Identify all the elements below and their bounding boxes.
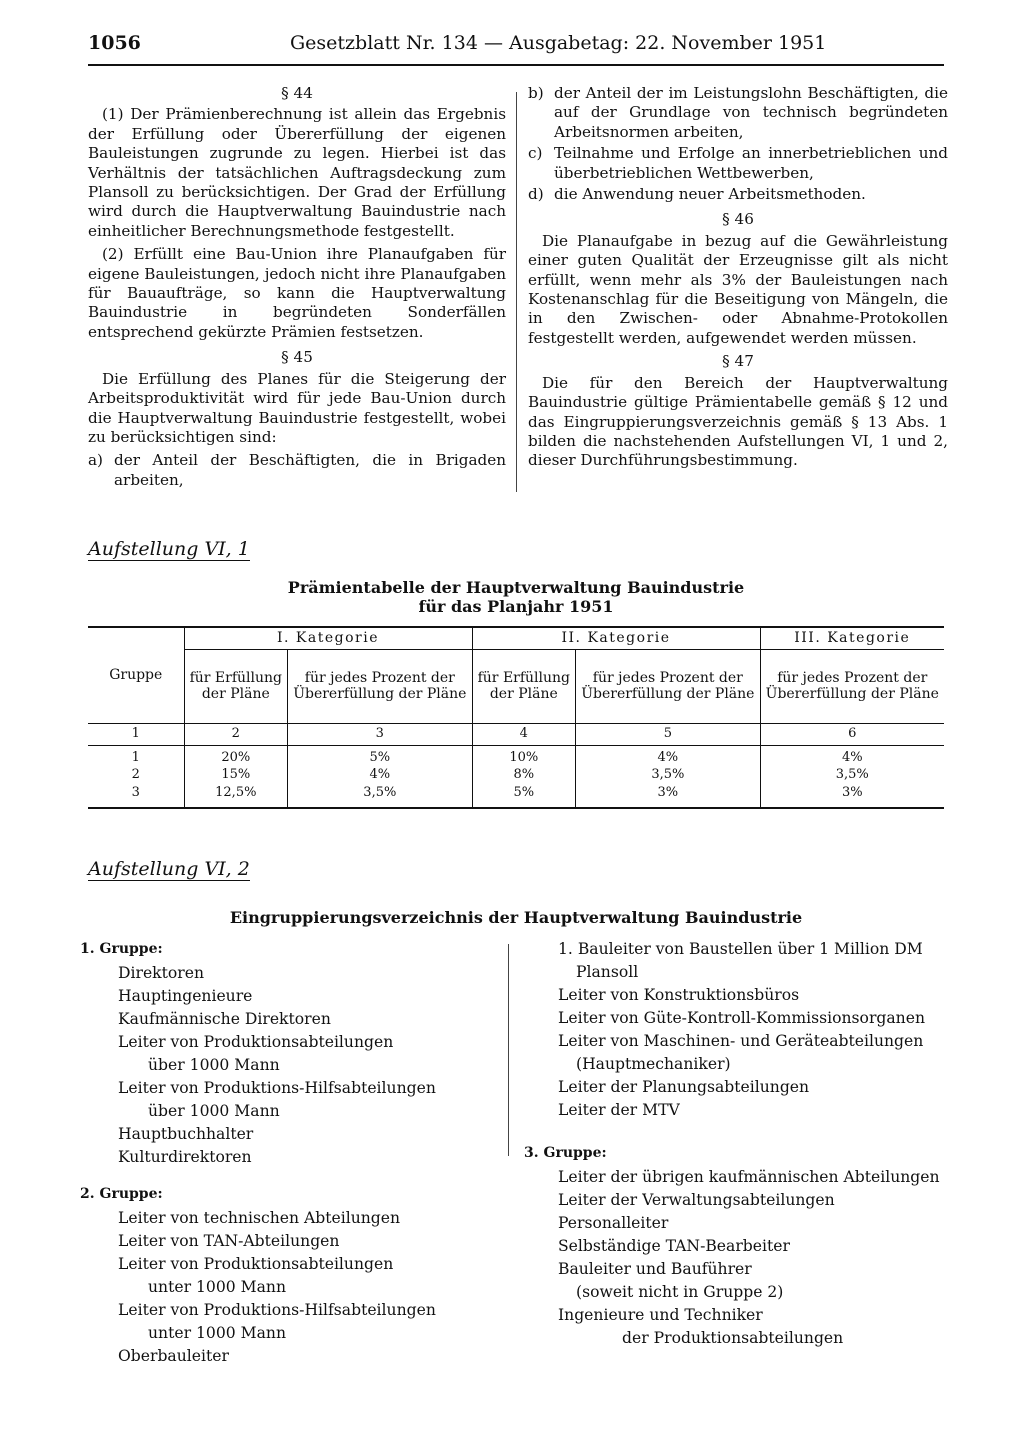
running-head: Gesetzblatt Nr. 134 — Ausgabetag: 22. November 1951	[290, 32, 827, 54]
list-item-continuation: (soweit nicht in Gruppe 2)	[576, 1283, 784, 1301]
header-kategorie-3: III. Kategorie	[760, 627, 944, 649]
table-cell: 4%	[288, 766, 472, 785]
header-kategorie-2: II. Kategorie	[472, 627, 760, 649]
column-divider	[516, 92, 517, 492]
eingruppierung-title: Eingruppierungsverzeichnis der Hauptverwaltung Bauindustrie	[229, 908, 803, 927]
list-item-line: Leiter von Maschinen- und Geräteabteilungen	[558, 1032, 924, 1050]
table-cell: 2	[131, 767, 140, 782]
table-cell: 3,5%	[760, 766, 944, 785]
list-item: Leiter der Planungsabteilungen	[558, 1078, 810, 1096]
section-46-heading: § 46	[722, 210, 754, 229]
list-item-c-text: Teilnahme und Erfolge an innerbetrieblichen und überbetrieblichen Wettbewerben,	[554, 144, 948, 182]
header-k1-prozent: für jedes Prozent der Übererfüllung der Pläne	[288, 649, 472, 723]
table-row	[88, 785, 944, 808]
list-item	[524, 1030, 944, 1076]
list-item-continuation: über 1000 Mann	[148, 1102, 280, 1120]
column-number: 2	[184, 723, 288, 745]
list-item-continuation: unter 1000 Mann	[148, 1324, 286, 1342]
header-k3-prozent: für jedes Prozent der Übererfüllung der Pläne	[760, 649, 944, 723]
eingruppierung-right-column	[524, 938, 944, 1350]
list-item-line: Leiter von Produktionsabteilungen	[118, 1255, 394, 1273]
list-item-d-label: d)	[528, 185, 544, 204]
list-item: Leiter der MTV	[558, 1101, 680, 1119]
list-item	[80, 1077, 500, 1123]
section-46-paragraph-1: Die Planaufgabe in bezug auf die Gewährleistung einer guten Qualität der Erzeugnisse gilt als nicht erfüllt, wenn mehr als 3% der Bauleistungen nach Kostenanschlag für die Beseitigung von Mängeln, die in den Zwischen- oder Abnahme-Protokollen festgestellt werden, aufgewendet werden müssen.	[528, 231, 948, 347]
aufstellung-2-heading: Aufstellung VI, 2	[88, 858, 250, 880]
table-cell: 4%	[576, 745, 760, 766]
header-k1-erfuellung: für Erfüllung der Pläne	[184, 649, 288, 723]
list-item-line: Bauleiter und Bauführer	[558, 1260, 752, 1278]
praemientabelle-title-line-1: Prämientabelle der Hauptverwaltung Bauindustrie	[287, 578, 745, 597]
aufstellung-1-heading: Aufstellung VI, 1	[88, 538, 250, 560]
list-item	[524, 938, 944, 984]
table-cell: 3,5%	[288, 785, 472, 808]
list-item: Leiter von TAN-Abteilungen	[118, 1232, 340, 1250]
section-44-paragraph-1: (1) Der Prämienberechnung ist allein das Ergebnis der Erfüllung oder Übererfüllung der eigenen Bauleistungen zugrunde zu legen. Hierbei ist das Verhältnis der tatsächlichen Auftragsdeckung zum Plansoll zu berücksichtigen. Der Grad der Erfüllung wird durch die Hauptverwaltung Bauindustrie nach einheitlicher Berechnungsmethode festgestellt.	[88, 105, 506, 240]
section-45-heading: § 45	[281, 348, 313, 367]
right-column	[528, 84, 948, 475]
list-item: Leiter der übrigen kaufmännischen Abteilungen	[558, 1168, 940, 1186]
list-item-line: Leiter von Produktions-Hilfsabteilungen	[118, 1301, 436, 1319]
table-cell: 1	[131, 749, 140, 765]
table-cell: 3%	[576, 785, 760, 808]
table-cell: 20%	[184, 745, 288, 766]
list-item-continuation: Plansoll	[576, 963, 639, 981]
praemientabelle-title	[88, 578, 944, 616]
list-item-continuation: über 1000 Mann	[148, 1056, 280, 1074]
header-gruppe: Gruppe	[88, 627, 184, 723]
list-item: Oberbauleiter	[118, 1347, 229, 1365]
table-cell: 3%	[760, 785, 944, 808]
eingruppierung-left-column	[80, 938, 500, 1368]
table-cell: 3	[88, 785, 184, 808]
list-item	[524, 1258, 944, 1304]
section-47-heading: § 47	[722, 352, 754, 371]
column-number: 3	[288, 723, 472, 745]
section-47-paragraph-1: Die für den Bereich der Hauptverwaltung Bauindustrie gültige Prämientabelle gemäß § 12 und das Eingruppierungsverzeichnis gemäß § 13 Abs. 1 bilden die nachstehenden Aufstellungen VI, 1 und 2, dieser Durchführungsbestimmung.	[528, 373, 948, 470]
list-item-line: Leiter von Produktionsabteilungen	[118, 1033, 394, 1051]
list-item-line: Ingenieure und Techniker	[558, 1306, 763, 1324]
list-item	[80, 1031, 500, 1077]
list-item-line: Leiter von Produktions-Hilfsabteilungen	[118, 1079, 436, 1097]
list-item-continuation: (Hauptmechaniker)	[576, 1055, 731, 1073]
list-item-d	[528, 185, 948, 204]
list-item: Leiter der Verwaltungsabteilungen	[558, 1191, 835, 1209]
header-k2-erfuellung: für Erfüllung der Pläne	[472, 649, 576, 723]
table-cell: 4%	[760, 745, 944, 766]
list-item-continuation: unter 1000 Mann	[148, 1278, 286, 1296]
list-item-a	[88, 451, 506, 490]
list-item: Leiter von technischen Abteilungen	[118, 1209, 401, 1227]
list-item-b	[528, 84, 948, 142]
list-item-continuation: der Produktionsabteilungen	[622, 1329, 844, 1347]
table-cell: 10%	[472, 745, 576, 766]
gruppe-3-label: 3. Gruppe:	[524, 1145, 607, 1161]
header-rule	[88, 64, 944, 66]
list-item-b-label: b)	[528, 84, 544, 102]
list-item: Hauptbuchhalter	[118, 1125, 254, 1143]
left-column	[88, 84, 506, 492]
table-cell: 8%	[472, 766, 576, 785]
list-item	[80, 1299, 500, 1345]
section-44-heading: § 44	[281, 84, 313, 102]
list-item-c	[528, 144, 948, 183]
list-item: Leiter von Güte-Kontroll-Kommissionsorganen	[558, 1009, 925, 1027]
column-number: 5	[576, 723, 760, 745]
list-item	[80, 1253, 500, 1299]
praemientabelle	[88, 626, 944, 809]
list-item-d-text: die Anwendung neuer Arbeitsmethoden.	[554, 185, 866, 204]
list-item-b-text: der Anteil der im Leistungslohn Beschäftigten, die auf der Grundlage von technisch begründeten Arbeitsnormen arbeiten,	[554, 84, 948, 141]
list-item: Kaufmännische Direktoren	[118, 1010, 331, 1028]
list-item: Direktoren	[118, 964, 205, 982]
table-cell: 5%	[472, 785, 576, 808]
table-cell: 5%	[288, 745, 472, 766]
section-45-paragraph-1: Die Erfüllung des Planes für die Steigerung der Arbeitsproduktivität wird für jede Bau-Union durch die Hauptverwaltung Bauindustrie festgestellt, wobei zu berücksichtigen sind:	[88, 369, 506, 446]
list-item: Leiter von Konstruktionsbüros	[558, 986, 800, 1004]
header-k2-prozent: für jedes Prozent der Übererfüllung der Pläne	[576, 649, 760, 723]
column-number: 4	[472, 723, 576, 745]
page-number: 1056	[88, 32, 141, 54]
list-item-a-label: a)	[88, 451, 103, 470]
list-item-a-text: der Anteil der Beschäftigten, die in Brigaden arbeiten,	[114, 451, 506, 489]
table-cell: 15%	[184, 766, 288, 785]
gruppe-1-label: 1. Gruppe:	[80, 941, 163, 957]
header-kategorie-1: I. Kategorie	[184, 627, 472, 649]
list-item-c-label: c)	[528, 144, 543, 163]
list-column-divider	[508, 944, 509, 1156]
table-cell: 3,5%	[576, 766, 760, 785]
table-row	[88, 766, 944, 785]
list-item: Personalleiter	[558, 1214, 669, 1232]
column-number: 1	[88, 723, 184, 745]
list-item	[524, 1304, 944, 1350]
table-cell: 12,5%	[184, 785, 288, 808]
table-row	[88, 745, 944, 766]
section-44-paragraph-2: (2) Erfüllt eine Bau-Union ihre Planaufgaben für eigene Bauleistungen, jedoch nicht ihre Planaufgaben für Bauaufträge, so kann die Hauptverwaltung Bauindustrie in begründeten Sonderfällen entsprechend gekürzte Prämien festsetzen.	[88, 245, 506, 341]
list-item: Selbständige TAN-Bearbeiter	[558, 1237, 790, 1255]
list-item: Kulturdirektoren	[118, 1148, 252, 1166]
column-number: 6	[760, 723, 944, 745]
list-item-line: 1. Bauleiter von Baustellen über 1 Million DM	[558, 940, 923, 958]
list-item: Hauptingenieure	[118, 987, 253, 1005]
gruppe-2-label: 2. Gruppe:	[80, 1186, 163, 1202]
praemientabelle-title-line-2: für das Planjahr 1951	[418, 597, 614, 616]
